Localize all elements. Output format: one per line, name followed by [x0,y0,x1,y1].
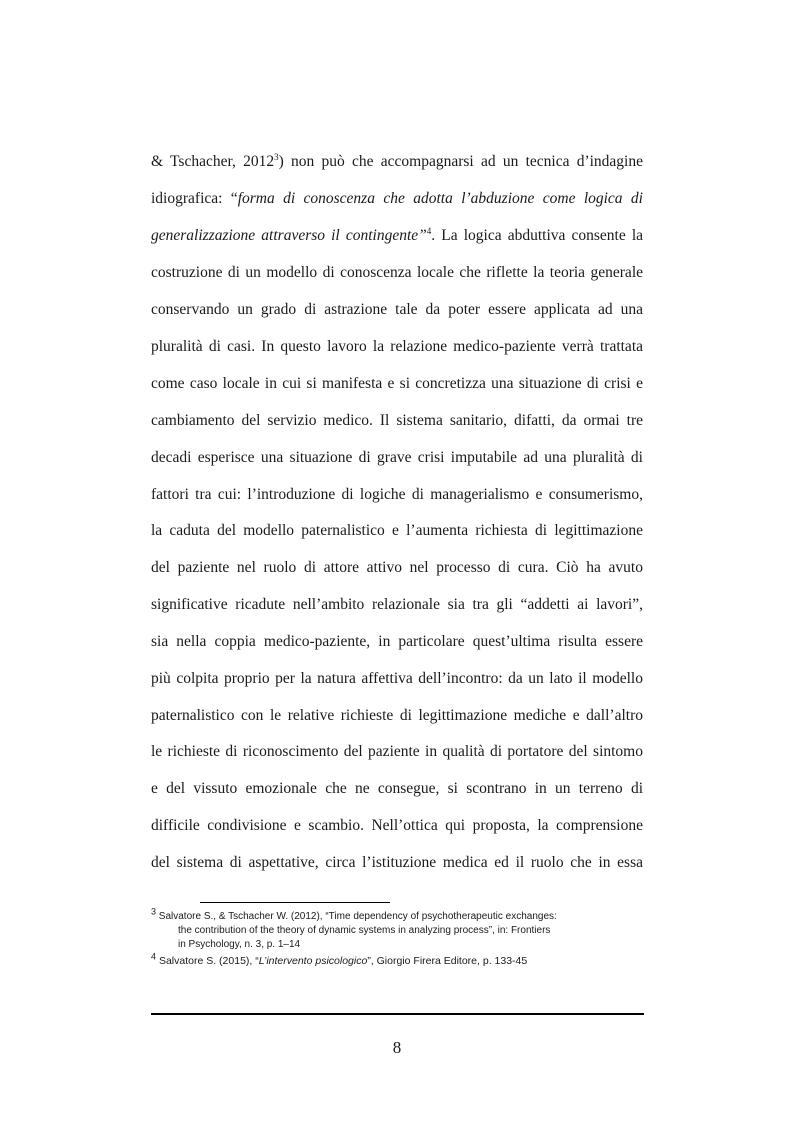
body-line: pluralità di casi. In questo lavoro la relazione medico-paziente verrà trattata [151,338,643,355]
body-line: le richieste di riconoscimento del paziente in qualità di portatore del sintomo [151,743,643,760]
body-line: costruzione di un modello di conoscenza locale che riflette la teoria generale [151,264,643,281]
footnote-4: $^4$ Salvatore S. (2015), “L’intervento psicologico”, Giorgio Firera Editore, p. 133-45 [151,951,528,967]
body-line: cambiamento del servizio medico. Il sistema sanitario, difatti, da ormai tre [151,412,643,429]
body-line: paternalistico con le relative richieste di legittimazione mediche e dall’altro [151,707,643,724]
footnote-3-cont: in Psychology, n. 3, p. 1–14 [178,939,301,950]
page-number: 8 [392,1038,402,1057]
body-line: difficile condivisione e scambio. Nell’ottica qui proposta, la comprensione [151,817,643,834]
body-line: generalizzazione attraverso il contingente”$^4$. La logica abduttiva consente la [151,225,644,244]
body-line: decadi esperisce una situazione di grave crisi imputabile ad una pluralità di [151,449,643,466]
footer-rule [151,1013,644,1015]
body-line: significative ricadute nell’ambito relazionale sia tra gli “addetti ai lavori”, [151,596,643,613]
body-line: fattori tra cui: l’introduzione di logiche di managerialismo e consumerismo, [151,486,643,503]
footnote-ref-4[interactable]: 4 [426,225,432,236]
body-line: conservando un grado di astrazione tale da poter essere applicata ad una [151,301,643,318]
body-line: e del vissuto emozionale che ne consegue, si scontrano in un terreno di [151,780,643,797]
footnote-separator [200,902,390,903]
body-line: la caduta del modello paternalistico e l’aumenta richiesta di legittimazione [151,522,643,539]
body-line: come caso locale in cui si manifesta e si concretizza una situazione di crisi e [151,375,643,392]
footnote-ref-3[interactable]: 3 [274,151,279,162]
footnote-3: $^3$ Salvatore S., & Tschacher W. (2012), “Time dependency of psychotherapeutic exchanges: [151,906,557,922]
body-line: più colpita proprio per la natura affettiva dell’incontro: da un lato il modello [151,670,643,687]
body-line: & Tschacher, 2012$^3$) non può che accompagnarsi ad un tecnica d’indagine [151,151,643,170]
quote-italic: forma di conoscenza che adotta l’abduzione come logica di [237,190,643,207]
body-line: del sistema di aspettative, circa l’istituzione medica ed il ruolo che in essa [151,854,643,871]
footnote-3-cont: the contribution of the theory of dynamic systems in analyzing process”, in: Frontiers [178,925,551,936]
body-line: sia nella coppia medico-paziente, in particolare quest’ultima risulta essere [151,633,643,650]
body-line: idiografica: “forma di conoscenza che adotta l’abduzione come logica di [151,190,643,207]
body-line: del paziente nel ruolo di attore attivo nel processo di cura. Ciò ha avuto [151,559,643,576]
